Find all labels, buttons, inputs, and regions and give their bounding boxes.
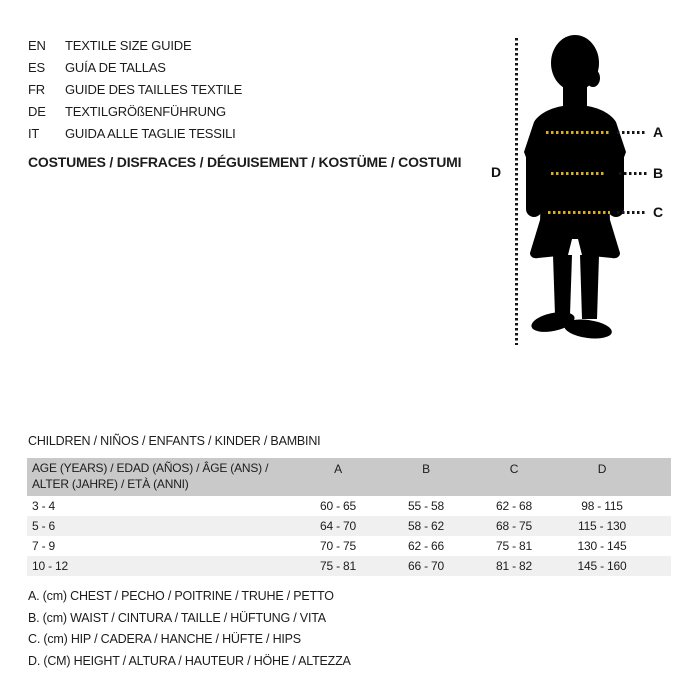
language-code: EN [28,38,46,53]
table-row [27,516,671,536]
age-cell: 10 - 12 [32,559,68,573]
hip-cell: 81 - 82 [496,559,532,573]
language-label: GUIDE DES TAILLES TEXTILE [65,82,243,97]
measure-label-a: A [653,124,664,140]
hip-cell: 68 - 75 [496,519,532,533]
chest-dash-line-a [546,131,610,134]
measure-label-c: C [653,204,664,220]
legend-height: D. (CM) HEIGHT / ALTURA / HAUTEUR / HÖHE / ALTEZZA [28,653,351,668]
hip-dash-line-c [548,211,610,214]
height-cell: 115 - 130 [577,519,627,533]
category-title: COSTUMES / DISFRACES / DÉGUISEMENT / KOSTÜME / COSTUMI [28,154,462,170]
language-code: DE [28,104,46,119]
height-cell: 130 - 145 [577,539,627,553]
height-cell: 98 - 115 [581,499,623,513]
age-column-header: AGE (YEARS) / EDAD (AÑOS) / ÂGE (ANS) / ALTER (JAHRE) / ETÀ (ANNI) [32,461,269,491]
waist-leader-line-b [619,172,647,175]
size-table-header [27,458,671,496]
table-row [27,496,671,516]
language-code: IT [28,126,40,141]
hip-cell: 75 - 81 [496,539,532,553]
column-header-a: A [334,462,342,476]
chest-cell: 60 - 65 [320,499,356,513]
waist-dash-line-b [551,172,605,175]
chest-cell: 70 - 75 [320,539,356,553]
chest-cell: 64 - 70 [320,519,356,533]
column-header-b: B [422,462,430,476]
legend-waist: B. (cm) WAIST / CINTURA / TAILLE / HÜFTUNG / VITA [28,610,326,625]
measurement-legend [28,586,351,672]
language-label: GUÍA DE TALLAS [65,60,166,75]
waist-cell: 55 - 58 [408,499,444,513]
chest-leader-line-a [617,131,647,134]
column-header-d: D [597,462,607,476]
age-cell: 5 - 6 [32,519,56,533]
age-cell: 3 - 4 [32,499,56,513]
column-header-c: C [509,462,519,476]
table-row [27,536,671,556]
language-label: TEXTILE SIZE GUIDE [65,38,192,53]
hip-leader-line-c [617,211,647,214]
height-cell: 145 - 160 [577,559,627,573]
legend-chest: A. (cm) CHEST / PECHO / POITRINE / TRUHE / PETTO [28,589,334,603]
table-row [27,556,671,576]
language-label: TEXTILGRÖßENFÜHRUNG [65,104,226,119]
waist-cell: 62 - 66 [408,539,444,553]
hip-cell: 62 - 68 [496,499,532,513]
waist-cell: 58 - 62 [408,519,444,533]
language-code: ES [28,60,45,75]
waist-cell: 66 - 70 [408,559,444,573]
measure-label-b: B [653,165,664,181]
size-table [27,458,671,576]
child-silhouette-icon [470,25,680,355]
language-label: GUIDA ALLE TAGLIE TESSILI [65,126,236,141]
language-code: FR [28,82,45,97]
header-right-pad [646,461,671,492]
legend-hip: C. (cm) HIP / CADERA / HANCHE / HÜFTE / HIPS [28,632,301,646]
chest-cell: 75 - 81 [320,559,356,573]
section-title: CHILDREN / NIÑOS / ENFANTS / KINDER / BAMBINI [28,434,321,448]
measure-label-d: D [491,164,502,180]
age-cell: 7 - 9 [32,539,56,553]
height-measure-line-d [515,38,518,345]
